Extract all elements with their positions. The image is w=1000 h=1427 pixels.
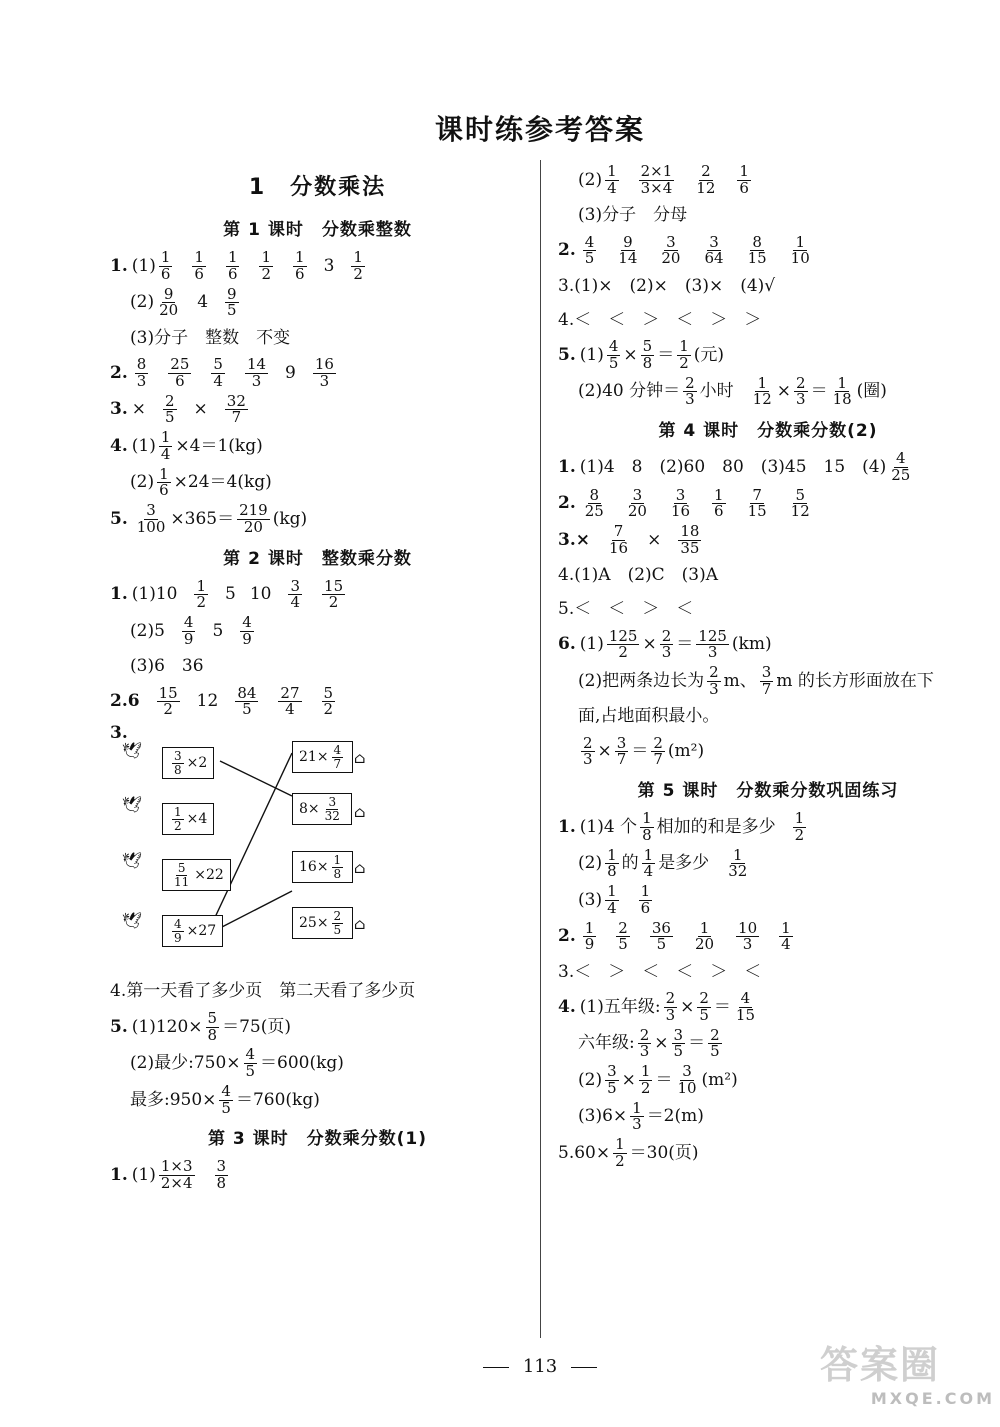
- l5-q1: 1. (1)4 个 $\frac{1}{8}$ 相加的和是多少 $\frac{1}{2}$: [558, 809, 805, 844]
- l3-q3: 3.(1)× (2)× (3)× (4)√: [558, 275, 776, 296]
- matching-diagram: [110, 740, 525, 969]
- l2-q4: 4.第一天看了多少页 第二天看了多少页: [110, 981, 416, 1002]
- page-title: 课时练参考答案: [434, 113, 645, 146]
- l4-q6-2: (2)把两条边长为 $\frac{2}{3}$ m、 $\frac{3}{7}$ m 的长方形面放在下: [578, 663, 934, 698]
- fraction: $\frac{1}{6}$: [227, 248, 238, 283]
- l4-q2: 2. $\frac{8}{25}$ $\frac{3}{20}$ $\frac{3}{16}$ $\frac{1}{6}$ $\frac{7}{15}$ $\frac{5}{12}$: [558, 485, 810, 521]
- chapter-title: 1 分数乘法: [248, 175, 387, 200]
- l3-q2: 2. $\frac{4}{5}$ $\frac{9}{14}$ $\frac{3}{20}$ $\frac{3}{64}$ $\frac{8}{15}$ $\frac{1}{10}$: [558, 232, 810, 268]
- l5-q5: 5.60× $\frac{1}{2}$ ＝30(页): [558, 1135, 699, 1170]
- l4-q5: 5.＜ ＜ ＞ ＜: [558, 599, 694, 620]
- l2-q5: 5. (1)120× $\frac{5}{8}$ ＝75(页): [110, 1008, 291, 1044]
- l3-q4: 4.＜ ＜ ＞ ＜ ＞ ＞: [558, 309, 762, 330]
- l1-q2: 2. $\frac{8}{3}$ $\frac{25}{6}$ $\frac{5}{4}$ $\frac{14}{3}$ 9 $\frac{16}{3}$: [110, 355, 334, 390]
- lesson-1-title: 第 1 课时 分数乘整数: [223, 220, 412, 240]
- lesson-3-title: 第 3 课时 分数乘分数(1): [207, 1129, 428, 1150]
- lesson-5-title: 第 5 课时 分数乘分数巩固练习: [637, 781, 899, 801]
- l4-q6: 6. (1) $\frac{125}{2}$ × $\frac{2}{3}$ ＝ $\frac{125}{3}$ (km): [558, 626, 772, 662]
- fraction: $\frac{1}{6}$: [194, 248, 204, 283]
- l3-q1-3: (3)分子 分母: [578, 205, 688, 226]
- l2-q3-label: 3.: [110, 723, 128, 743]
- l2-q5-3: 最多:950× $\frac{4}{5}$ ＝760(kg): [130, 1081, 320, 1117]
- l1-q1-3: (3)分子 整数 不变: [130, 327, 291, 348]
- l5-q1-2: (2) $\frac{1}{8}$ 的 $\frac{1}{4}$ 是多少 $\frac{1}{32}$: [578, 845, 748, 881]
- match-left-1: $\frac{3}{8}$ ×2: [162, 747, 214, 779]
- column-divider: [540, 160, 541, 1338]
- l2-q5-2: (2)最少:750× $\frac{4}{5}$ ＝600(kg): [130, 1045, 344, 1081]
- match-right-3: 16× $\frac{1}{8}$: [292, 851, 353, 883]
- l5-q4-3: (3)6× $\frac{1}{3}$ ＝2(m): [578, 1098, 704, 1134]
- l1-q5: 5. $\frac{3}{100}$ ×365＝ $\frac{219}{20}$ (kg): [110, 501, 308, 536]
- fraction: $\frac{1}{2}$: [261, 248, 272, 283]
- right-column: [558, 160, 978, 1174]
- match-left-2: $\frac{1}{2}$ ×4: [162, 803, 214, 835]
- watermark-logo: 答案圈 MXQE.COM: [820, 1343, 995, 1408]
- l3-q5-2: (2)40 分钟＝ $\frac{2}{3}$ 小时 $\frac{1}{12}$ × $\frac{2}{3}$ ＝ $\frac{1}{18}$ (圈): [578, 373, 887, 409]
- matching-lines: [110, 747, 410, 969]
- lesson-4-title: 第 4 课时 分数乘分数(2): [658, 421, 878, 441]
- l4-q6-4: $\frac{2}{3}$ × $\frac{3}{7}$ ＝ $\frac{2}{7}$ (m²): [583, 733, 705, 769]
- l3-q5: 5. (1) $\frac{4}{5}$ × $\frac{5}{8}$ ＝ $\frac{1}{2}$ (元): [558, 337, 724, 372]
- lesson-2-title: 第 2 课时 整数乘分数: [223, 548, 412, 569]
- fraction: $\frac{9}{5}$: [227, 284, 237, 320]
- left-column: [110, 170, 525, 1196]
- l1-q4-2: (2) $\frac{1}{6}$ ×24＝4(kg): [130, 464, 272, 500]
- l1-q1: 1. (1) $\frac{1}{6}$ $\frac{1}{6}$ $\frac{1}{6}$ $\frac{1}{2}$ $\frac{1}{6}$ 3 $\frac{1}{2}$: [110, 248, 363, 283]
- l5-q1-3: (3) $\frac{1}{4}$ $\frac{1}{6}$: [578, 882, 651, 917]
- l3-q1: 1. (1) $\frac{1\times 3}{2\times 4}$ $\frac{3}{8}$: [110, 1157, 227, 1193]
- match-right-1: 21× $\frac{4}{7}$: [292, 741, 353, 773]
- bird-icon: 🕊: [122, 910, 143, 930]
- l2-q1-3: (3)6 36: [130, 656, 204, 677]
- l3-q1-2: (2) $\frac{1}{4}$ $\frac{2\times 1}{3\times 4}$ $\frac{2}{12}$ $\frac{1}{6}$: [578, 162, 749, 197]
- fraction: $\frac{1}{2}$: [353, 248, 363, 283]
- match-right-2: 8× $\frac{3}{32}$: [292, 793, 352, 825]
- bird-icon: 🕊: [122, 850, 143, 870]
- l4-q6-3: 面,占地面积最小。: [578, 706, 720, 727]
- l1-q4: 4. (1) $\frac{1}{4}$ ×4＝1(kg): [110, 428, 263, 463]
- l4-q1: 1. (1)4 8 (2)60 80 (3)45 15 (4) $\frac{4}{25}$: [558, 449, 911, 484]
- l5-q3: 3.＜ ＞ ＜ ＜ ＞ ＜: [558, 961, 762, 982]
- l4-q4: 4.(1)A (2)C (3)A: [558, 565, 719, 586]
- fraction: $\frac{9}{20}$: [159, 284, 179, 320]
- l4-q3: 3.× $\frac{7}{16}$ × $\frac{18}{35}$: [558, 522, 700, 557]
- house-icon: ⌂: [354, 914, 366, 933]
- l5-q2: 2. $\frac{1}{9}$ $\frac{2}{5}$ $\frac{36}{5}$ $\frac{1}{20}$ $\frac{10}{3}$ $\frac{1}{4}$: [558, 918, 791, 954]
- l1-q3: 3. × $\frac{2}{5}$ × $\frac{32}{7}$: [110, 391, 246, 427]
- house-icon: ⌂: [354, 858, 366, 877]
- l1-q1-2: (2) $\frac{9}{20}$ 4 $\frac{9}{5}$: [130, 284, 237, 320]
- l2-q1-2: (2)5 $\frac{4}{9}$ 5 $\frac{4}{9}$: [130, 613, 252, 648]
- house-icon: ⌂: [354, 802, 366, 821]
- match-left-4: $\frac{4}{9}$ ×27: [162, 915, 223, 947]
- bird-icon: 🕊: [122, 794, 143, 814]
- l2-q2: 2.6 $\frac{15}{2}$ 12 $\frac{84}{5}$ $\frac{27}{4}$ $\frac{5}{2}$: [110, 683, 334, 719]
- match-right-4: 25× $\frac{2}{5}$: [292, 907, 353, 939]
- l5-q4-b: 六年级: $\frac{2}{3}$ × $\frac{3}{5}$ ＝ $\frac{2}{5}$: [578, 1025, 720, 1061]
- fraction: $\frac{1}{6}$: [295, 248, 305, 283]
- l5-q4-2: (2) $\frac{3}{5}$ × $\frac{1}{2}$ ＝ $\frac{3}{10}$ (m²): [578, 1062, 738, 1097]
- match-left-3: $\frac{5}{11}$ ×22: [162, 859, 231, 891]
- fraction: $\frac{1}{6}$: [160, 248, 171, 283]
- bird-icon: 🕊: [122, 740, 143, 760]
- l2-q1: 1. (1)10 $\frac{1}{2}$ 5 10 $\frac{3}{4}$ $\frac{15}{2}$: [110, 576, 344, 612]
- page-number: 113: [0, 1356, 1000, 1377]
- l5-q4: 4. (1)五年级: $\frac{2}{3}$ × $\frac{2}{5}$ ＝ $\frac{4}{15}$: [558, 989, 755, 1024]
- house-icon: ⌂: [354, 748, 366, 767]
